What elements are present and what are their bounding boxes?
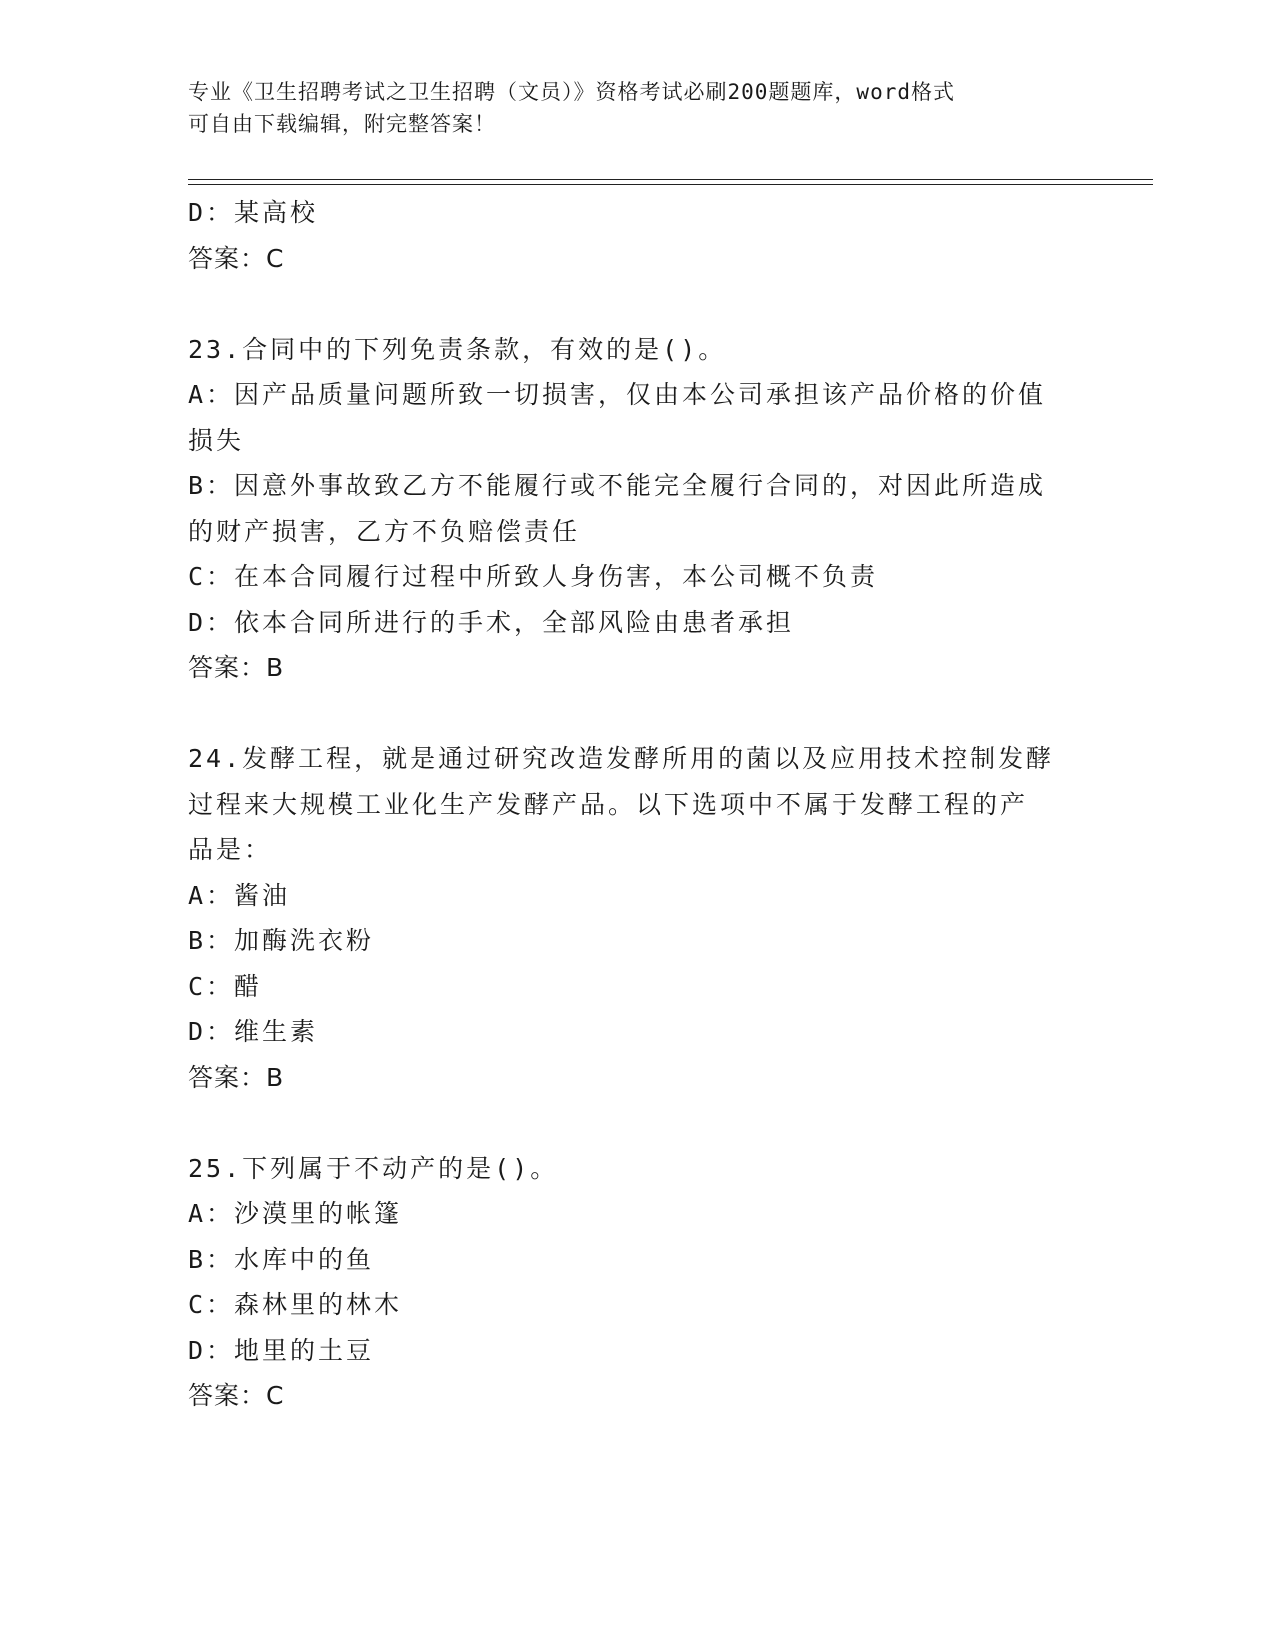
question-stem-continued: 过程来大规模工业化生产发酵产品。以下选项中不属于发酵工程的产 bbox=[188, 789, 1029, 819]
question-24 bbox=[188, 736, 1088, 1100]
option-a: A：因产品质量问题所致一切损害，仅由本公司承担该产品价格的价值 bbox=[188, 380, 1047, 409]
option-a: A：沙漠里的帐篷 bbox=[188, 1199, 403, 1228]
answer-line: 答案：C bbox=[188, 243, 285, 273]
question-gap bbox=[188, 691, 1088, 737]
answer-line: 答案：B bbox=[188, 1062, 285, 1092]
option-d: D：维生素 bbox=[188, 1017, 319, 1046]
option-d: D：地里的土豆 bbox=[188, 1335, 375, 1365]
option-d: D：依本合同所进行的手术，全部风险由患者承担 bbox=[188, 607, 795, 637]
question-stem: 23.合同中的下列免责条款，有效的是()。 bbox=[188, 334, 727, 364]
option-c: C：森林里的林木 bbox=[188, 1290, 403, 1319]
option-d: D：某高校 bbox=[188, 198, 319, 227]
header-title-line-2: 可自由下载编辑，附完整答案！ bbox=[188, 112, 496, 136]
question-stem-continued: 品是： bbox=[188, 835, 273, 864]
question-25 bbox=[188, 1146, 1088, 1419]
header-divider-top bbox=[188, 179, 1153, 180]
option-b-continued: 的财产损害，乙方不负赔偿责任 bbox=[188, 516, 581, 546]
option-c: C：醋 bbox=[188, 971, 263, 1001]
question-stem: 25.下列属于不动产的是()。 bbox=[188, 1153, 559, 1183]
option-b: B：因意外事故致乙方不能履行或不能完全履行合同的，对因此所造成 bbox=[188, 471, 1047, 500]
option-a: A：酱油 bbox=[188, 880, 291, 910]
question-gap bbox=[188, 281, 1088, 327]
option-a-continued: 损失 bbox=[188, 425, 245, 455]
question-stem: 24.发酵工程，就是通过研究改造发酵所用的菌以及应用技术控制发酵 bbox=[188, 744, 1055, 773]
question-list bbox=[188, 190, 1088, 1419]
option-c: C：在本合同履行过程中所致人身伤害，本公司概不负责 bbox=[188, 562, 879, 591]
header-title-line-1: 专业《卫生招聘考试之卫生招聘（文员）》资格考试必刷200题题库，word格式 bbox=[188, 80, 955, 104]
question-22-tail bbox=[188, 190, 1088, 281]
question-23 bbox=[188, 327, 1088, 691]
document-header bbox=[188, 76, 1068, 140]
option-b: B：加酶洗衣粉 bbox=[188, 926, 375, 955]
header-divider-bottom bbox=[188, 184, 1153, 185]
answer-line: 答案：C bbox=[188, 1381, 285, 1410]
question-gap bbox=[188, 1100, 1088, 1146]
answer-line: 答案：B bbox=[188, 653, 285, 682]
option-b: B：水库中的鱼 bbox=[188, 1244, 375, 1274]
